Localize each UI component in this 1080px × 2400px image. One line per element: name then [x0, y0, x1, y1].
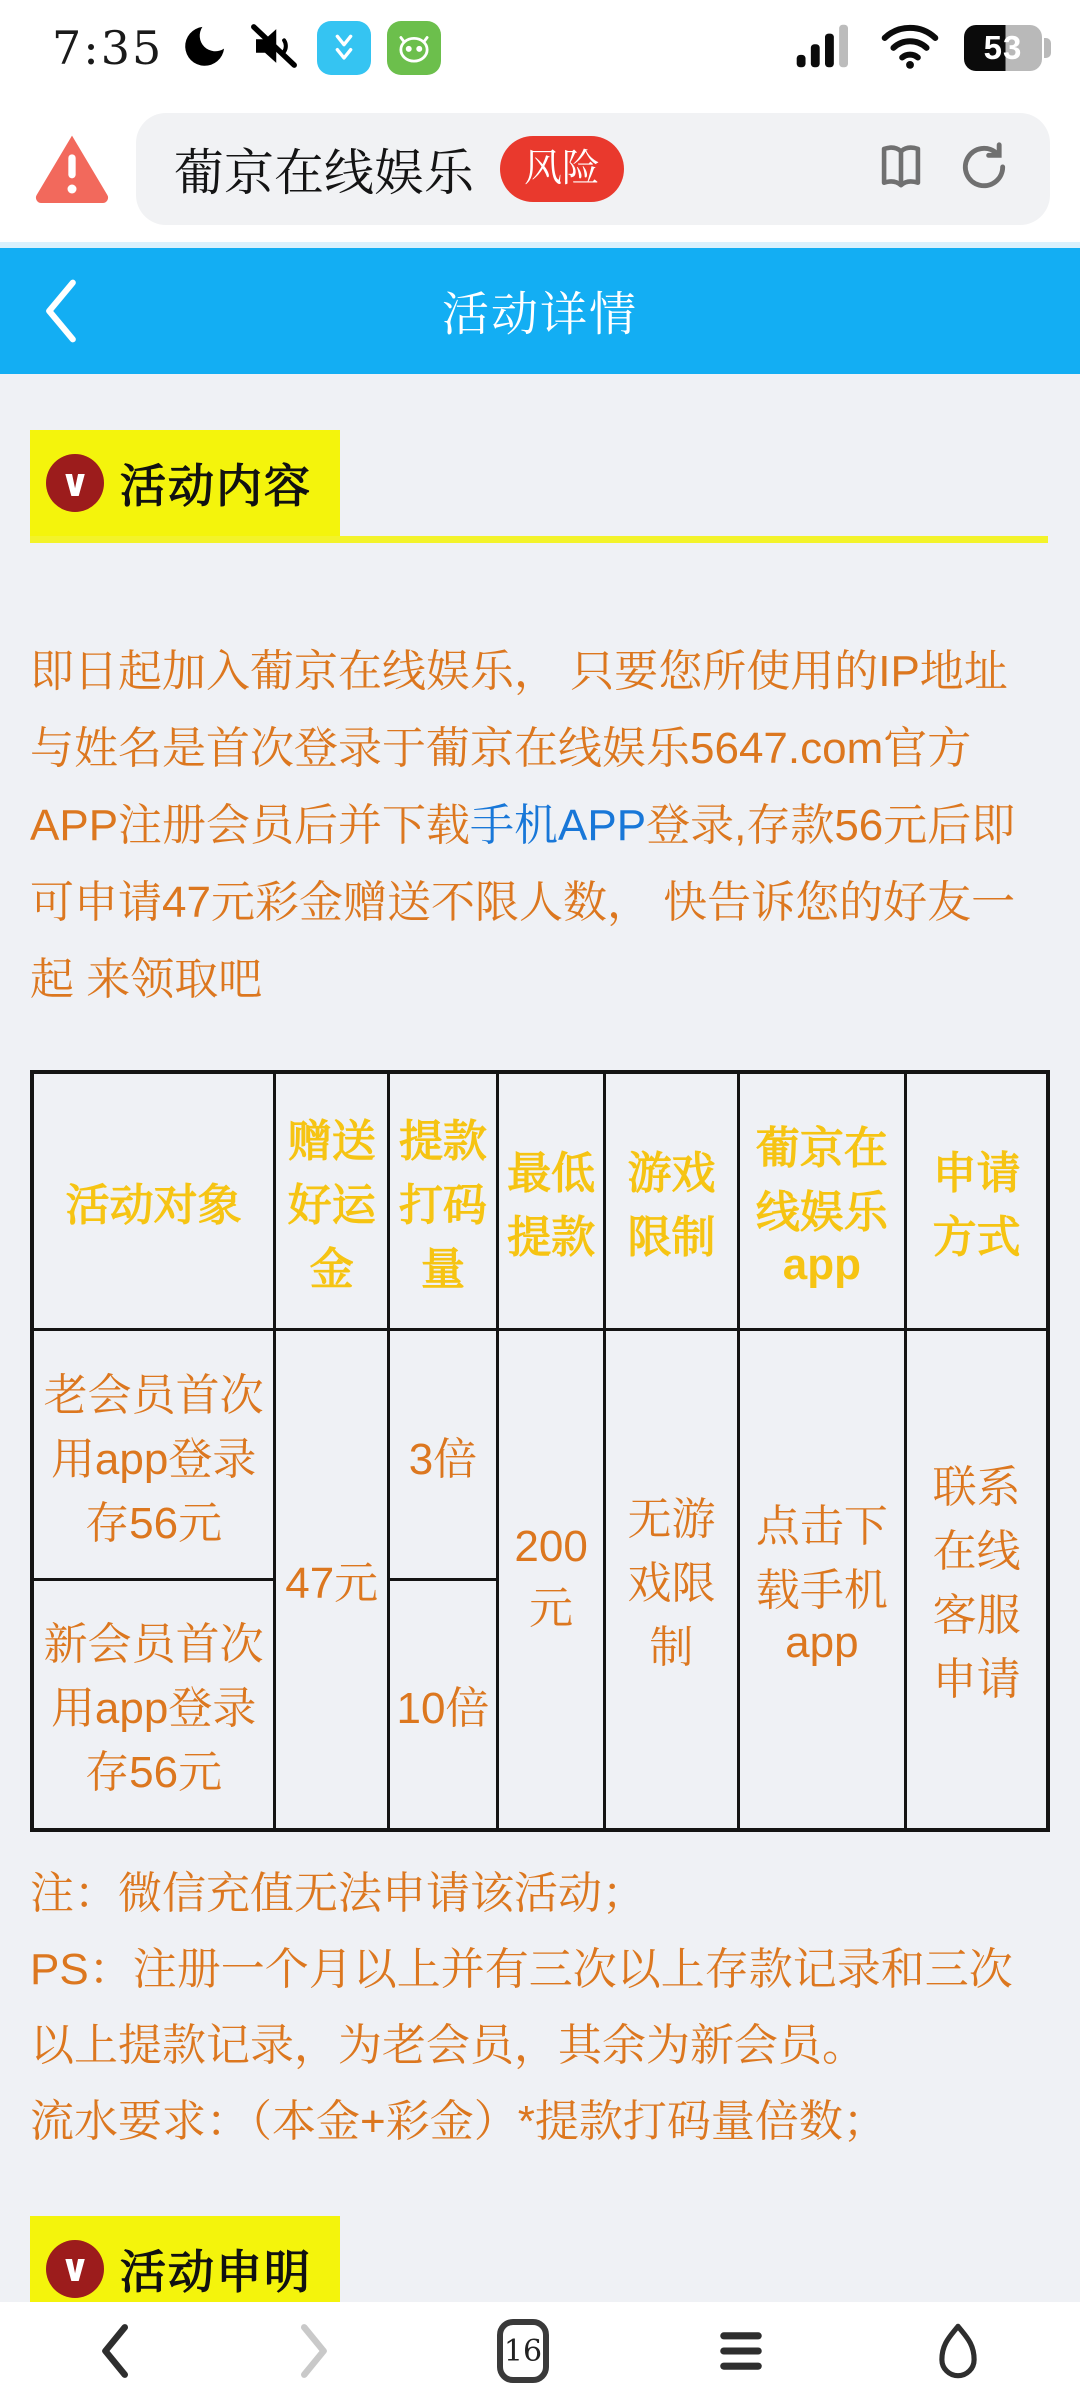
notes-block — [30, 1856, 1050, 2160]
col-header-min-withdraw: 最低提款 — [497, 1072, 605, 1330]
col-header-apply: 申请方式 — [906, 1072, 1048, 1330]
col-header-app: 葡京在线娱乐app — [738, 1072, 906, 1330]
signal-icon — [794, 23, 856, 74]
reader-mode-icon[interactable] — [872, 140, 930, 199]
wifi-icon — [880, 23, 940, 74]
table-row — [32, 1330, 1048, 1580]
cell-multiplier-new: 10倍 — [389, 1580, 498, 1830]
download-app-link[interactable]: 点击下载手机app — [738, 1330, 906, 1830]
cell-bonus: 47元 — [275, 1330, 389, 1830]
status-bar-left — [52, 19, 441, 78]
section-label-activity-content — [30, 430, 340, 536]
cell-game-limit: 无游戏限制 — [605, 1330, 738, 1830]
status-bar — [0, 0, 1080, 96]
cell-target-old: 老会员首次用app登录存56元 — [32, 1330, 275, 1580]
battery-percent: 53 — [983, 29, 1023, 66]
clock: 7:35 — [52, 21, 164, 75]
status-bar-right — [794, 23, 1042, 74]
promo-paragraph — [30, 633, 1050, 1018]
warning-icon[interactable] — [30, 127, 114, 212]
note-line: 注：微信充值无法申请该活动； — [30, 1868, 646, 1918]
site-name: 葡京在线娱乐 — [174, 145, 474, 201]
v-circle-icon: ∨ — [46, 2240, 104, 2298]
cell-min-withdraw: 200元 — [497, 1330, 605, 1830]
moon-icon — [179, 20, 231, 77]
note-line: PS：注册一个月以上并有三次以上存款记录和三次以上提款记录，为老会员，其余为新会员。 — [30, 1944, 1013, 2070]
battery-indicator — [964, 25, 1042, 71]
home-icon[interactable] — [932, 2322, 984, 2380]
browser-address-row — [0, 96, 1080, 242]
promo-text-part2: 登录,存款56元后即可申请47元彩金赠送不限人数， 快告诉您的好友一起 来领取吧 — [30, 801, 1016, 1004]
back-icon[interactable] — [38, 278, 84, 344]
page-content — [0, 430, 1080, 2329]
col-header-target: 活动对象 — [32, 1072, 275, 1330]
section-label-text: 活动申明 — [120, 2245, 312, 2298]
menu-icon[interactable] — [714, 2326, 768, 2376]
table-header-row — [32, 1072, 1048, 1330]
cell-multiplier-old: 3倍 — [389, 1330, 498, 1580]
col-header-multiplier: 提款打码量 — [389, 1072, 498, 1330]
note-line: 流水要求：（本金+彩金）*提款打码量倍数； — [30, 2096, 887, 2146]
promo-text-part1: 即日起加入葡京在线娱乐， 只要您所使用的IP地址与姓名是首次登录于葡京在线娱乐5647.com官方APP注册会员后并下载 — [30, 647, 1008, 850]
v-circle-icon: ∨ — [46, 454, 104, 512]
col-header-bonus: 赠送好运金 — [275, 1072, 389, 1330]
refresh-icon[interactable] — [956, 139, 1012, 200]
phone-app-link[interactable]: 手机APP — [470, 801, 647, 850]
yellow-divider — [30, 536, 1048, 543]
section-label-text: 活动内容 — [120, 460, 312, 512]
mute-icon — [247, 19, 301, 78]
risk-badge: 风险 — [500, 136, 624, 202]
page-title: 活动详情 — [442, 287, 638, 341]
cell-apply-method: 联系在线客服申请 — [906, 1330, 1048, 1830]
promo-table — [30, 1070, 1050, 1832]
page-header — [0, 248, 1080, 374]
nav-forward-icon[interactable] — [297, 2323, 333, 2379]
tabs-icon[interactable] — [497, 2319, 549, 2383]
nav-back-icon[interactable] — [96, 2323, 132, 2379]
app-badge-green-robot-icon — [387, 21, 441, 75]
col-header-game-limit: 游戏限制 — [605, 1072, 738, 1330]
address-bar[interactable] — [136, 113, 1050, 225]
browser-bottom-nav — [0, 2302, 1080, 2400]
app-badge-blue-download-icon — [317, 21, 371, 75]
tab-count: 16 — [503, 2333, 543, 2369]
cell-target-new: 新会员首次用app登录存56元 — [32, 1580, 275, 1830]
